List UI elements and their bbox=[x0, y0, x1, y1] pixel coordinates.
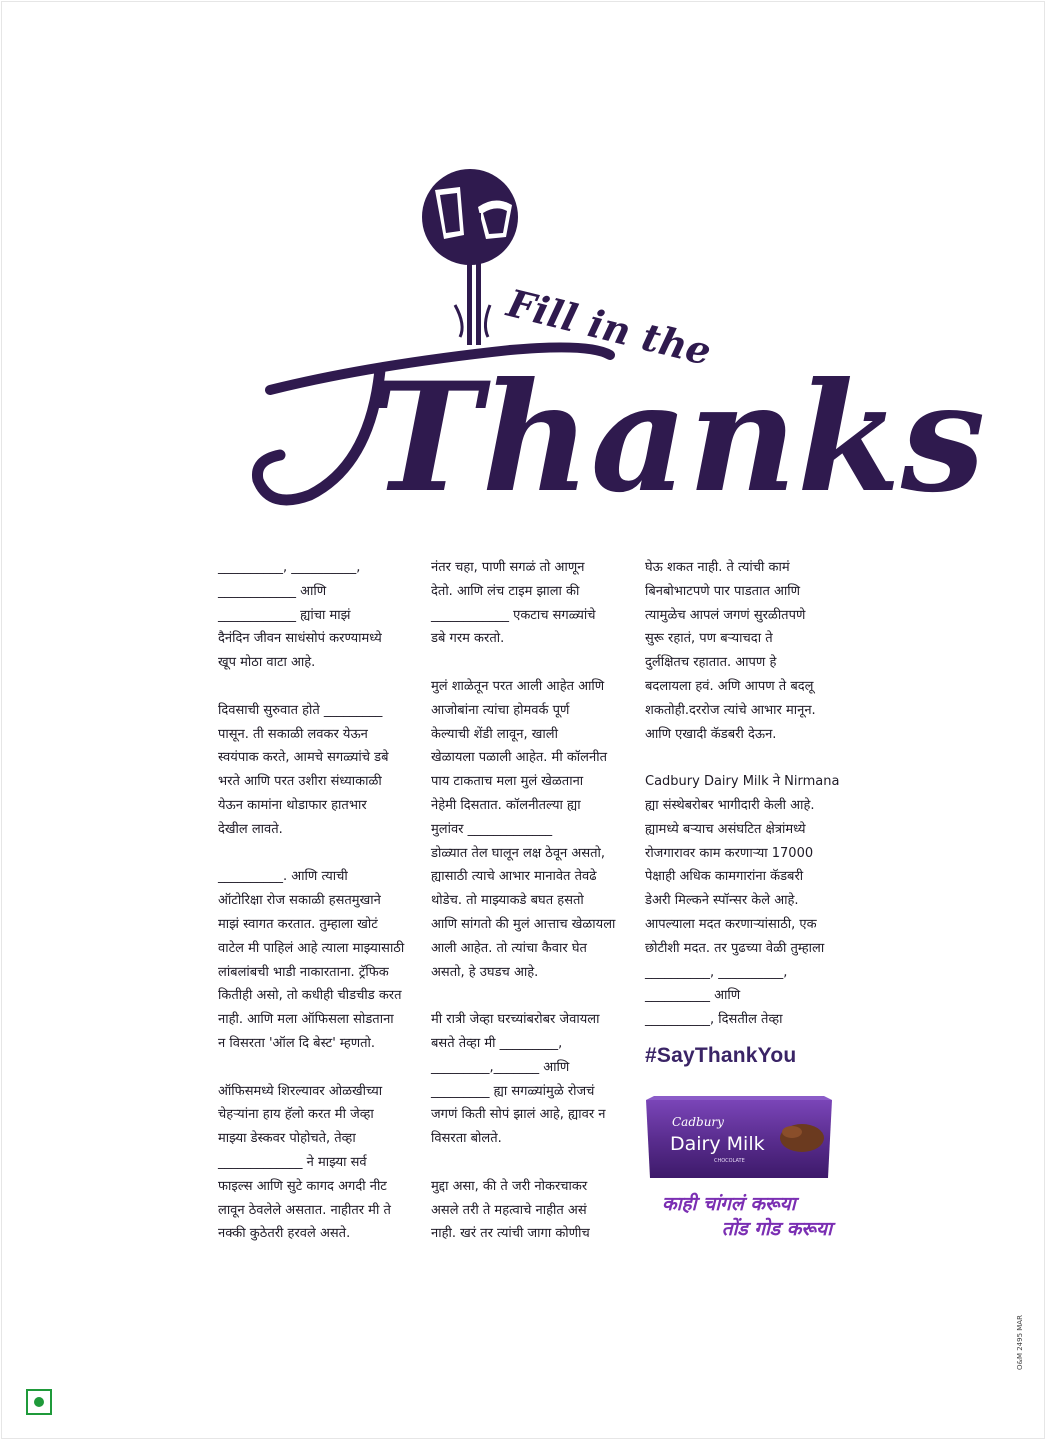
tagline-line-1: काही चांगलं करूया bbox=[662, 1193, 796, 1215]
paragraph: मी रात्री जेव्हा घरच्यांबरोबर जेवायला बसते तेव्हा मी _________, _________,_______ आणि _________ ह्या सगळ्यांमुळे रोजचं जगणं किती सोपं झालं आहे, ह्यावर न विसरता बोलते. bbox=[431, 1012, 606, 1147]
body-column-3 bbox=[645, 556, 845, 1032]
pack-product-name: Dairy Milk bbox=[670, 1133, 765, 1155]
chocolate-bar-icon bbox=[642, 1096, 836, 1182]
paragraph: __________. आणि त्याची ऑटोरिक्षा रोज सकाळी हसतमुखाने माझं स्वागत करतात. तुम्हाला खोटं वाटेल मी पाहिलं आहे त्याला माझ्यासाठी लांबलांबची भाडी नाकारताना. ट्रॅफिक कितीही असो, तो कधीही चीडचीड करत नाही. आणि मला ऑफिसला सोडताना न विसरता 'ऑल दि बेस्ट' म्हणतो. bbox=[218, 869, 405, 1051]
thanks-text: Thanks bbox=[370, 350, 986, 526]
paragraph: मुद्दा असा, की ते जरी नोकरचाकर असले तरी ते महत्वाचे नाहीत असं नाही. खरं तर त्यांची जागा कोणीच bbox=[431, 1178, 590, 1242]
paragraph: दिवसाची सुरुवात होते _________ पासून. ती सकाळी लवकर येऊन स्वयंपाक करते, आमचे सगळ्यांचे डबे भरते आणि परत उशीरा संध्याकाळी येऊन कामांना थोडाफार हातभार देखील लावते. bbox=[218, 702, 389, 837]
fill-in-the-thanks-logo bbox=[250, 165, 986, 545]
veg-mark-icon bbox=[26, 1389, 52, 1415]
paragraph: मुलं शाळेतून परत आली आहेत आणि आजोबांना त्यांचा होमवर्क पूर्ण केल्याची शेंडी लावून, खाली खेळायला पळाली आहेत. मी कॉलनीत पाय टाकताच मला मुलं खेळताना नेहेमी दिसतात. कॉलनीतल्या ह्या मुलांवर _____________ डोळ्यात तेल घालून लक्ष ठेवून असतो, ह्यासाठी त्याचे आभार मानावेत तेवढे थोडेच. तो माझ्याकडे बघत हसतो आणि सांगतो की मुलं आत्ताच खेळायला आली आहेत. तो त्यांचा कैवार घेत असतो, हे उघडच आहे. bbox=[431, 678, 616, 980]
paragraph: __________, __________, ____________ आणि ____________ ह्यांचा माझं दैनंदिन जीवन साधंसोपं करण्यामध्ये खूप मोठा वाटा आहे. bbox=[218, 560, 382, 671]
paragraph: घेऊ शकत नाही. ते त्यांची कामं बिनबोभाटपणे पार पाडतात आणि त्यामुळेच आपलं जगणं सुरळीतपणे सुरू रहातं, पण बऱ्याचदा ते दुर्लक्षितच रहातात. आपण हे बदलायला हवं. अणि आपण ते बदलू शकतोही.दररोज त्यांचे आभार मानून. आणि एखादी कॅडबरी देऊन. bbox=[645, 560, 816, 742]
dairy-milk-pack bbox=[642, 1096, 836, 1182]
paragraph: ऑफिसमध्ये शिरल्यावर ओळखीच्या चेहऱ्यांना हाय हॅलो करत मी जेव्हा माझ्या डेस्कवर पोहोचते, तेव्हा _____________ ने माझ्या सर्व फाइल्स आणि सुटे कागद अगदी नीट लावून ठेवलेले असतात. नाहीतर मी ते नक्की कुठेतरी हरवले असते. bbox=[218, 1083, 391, 1242]
paragraph: Cadbury Dairy Milk ने Nirmana ह्या संस्थेबरोबर भागीदारी केली आहे. ह्यामध्ये बऱ्याच असंघटित क्षेत्रांमध्ये रोजगारावर काम करणाऱ्या 17000 पेक्षाही अधिक कामगारांना कॅडबरी डेअरी मिल्कने स्पॉन्सर केले आहे. आपल्याला मदत करणाऱ्यांसाठी, एक छोटीशी मदत. तर पुढच्या वेळी तुम्हाला __________, __________, __________ आणि __________, दिसतील तेव्हा bbox=[645, 774, 840, 1028]
ad-code: O&M 2495 MAR bbox=[1016, 1315, 1024, 1370]
paragraph: नंतर चहा, पाणी सगळं तो आणून देतो. आणि लंच टाइम झाला की ____________ एकटाच सगळ्यांचे डबे गरम करतो. bbox=[431, 560, 596, 647]
pack-brand-text: Cadbury bbox=[672, 1115, 724, 1129]
logo-graphic bbox=[250, 165, 986, 545]
veg-dot bbox=[34, 1397, 44, 1407]
fill-in-the-text: Fill in the bbox=[502, 280, 716, 375]
pack-product-sub: CHOCOLATE bbox=[714, 1158, 745, 1164]
body-column-1 bbox=[218, 556, 413, 1246]
body-column-2 bbox=[431, 556, 626, 1246]
hashtag: #SayThankYou bbox=[645, 1044, 797, 1067]
tagline bbox=[662, 1192, 832, 1242]
tagline-line-2: तोंड गोड करूया bbox=[721, 1218, 832, 1240]
